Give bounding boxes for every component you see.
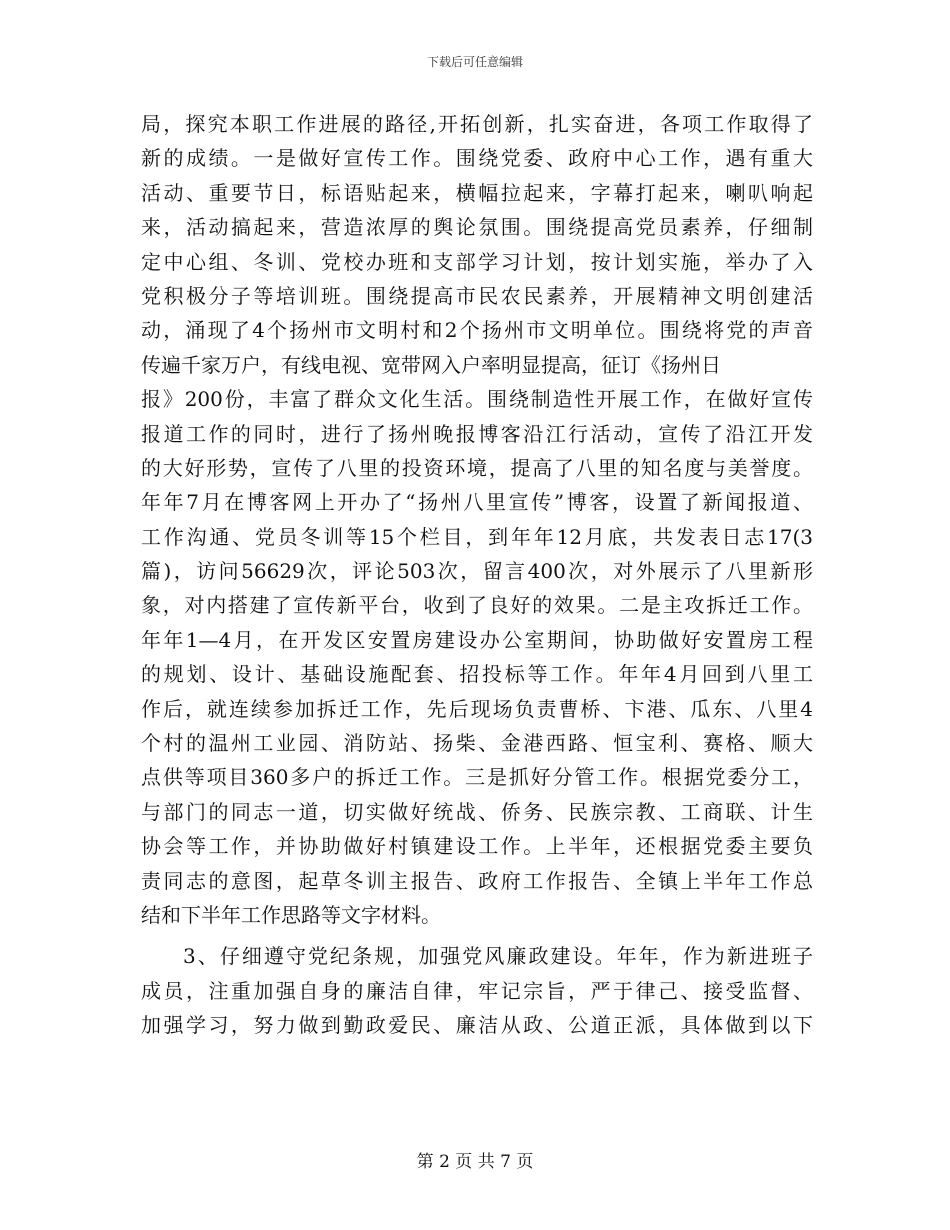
text-line: 活动、重要节日，标语贴起来，横幅拉起来，字幕打起来，喇叭响起 bbox=[141, 180, 813, 205]
text-line: 协会等工作，并协助做好村镇建设工作。上半年，还根据党委主要负 bbox=[141, 834, 813, 859]
text-line: 局，探究本职工作进展的路径,开拓创新，扎实奋进，各项工作取得了 bbox=[141, 112, 813, 136]
text-line: 的规划、设计、基础设施配套、招投标等工作。年年4月回到八里工 bbox=[141, 662, 813, 687]
paragraph-2 bbox=[141, 939, 813, 1042]
text-line: 报道工作的同时，进行了扬州晚报博客沿江行活动，宣传了沿江开发 bbox=[141, 421, 813, 446]
text-line: 点供等项目360多户的拆迁工作。三是抓好分管工作。根据党委分工， bbox=[141, 765, 813, 790]
text-line: 责同志的意图，起草冬训主报告、政府工作报告、全镇上半年工作总 bbox=[141, 868, 813, 893]
text-line: 动，涌现了4个扬州市文明村和2个扬州市文明单位。围绕将党的声音 bbox=[141, 318, 813, 343]
text-line: 传遍千家万户，有线电视、宽带网入户率明显提高，征订《扬州日 bbox=[141, 352, 721, 377]
text-line: 的大好形势，宣传了八里的投资环境，提高了八里的知名度与美誉度。 bbox=[141, 455, 813, 480]
text-line: 年年7月在博客网上开办了“扬州八里宣传”博客，设置了新闻报道、 bbox=[141, 490, 813, 515]
paragraph-gap bbox=[141, 932, 813, 939]
text-line: 作后，就连续参加拆迁工作，先后现场负责曹桥、卞港、瓜东、八里4 bbox=[141, 696, 813, 721]
text-line: 年年1—4月，在开发区安置房建设办公室期间，协助做好安置房工程 bbox=[141, 627, 813, 652]
page-header: 下载后可任意编辑 bbox=[426, 55, 523, 69]
text-line: 工作沟通、党员冬训等15个栏目，到年年12月底，共发表日志17(3 bbox=[141, 524, 813, 549]
text-line: 成员，注重加强自身的廉洁自律，牢记宗旨，严于律己、接受监督、 bbox=[141, 978, 813, 1003]
text-line: 定中心组、冬训、党校办班和支部学习计划，按计划实施，举办了入 bbox=[141, 249, 813, 274]
text-line: 加强学习，努力做到勤政爱民、廉洁从政、公道正派，具体做到以下 bbox=[141, 1013, 813, 1038]
text-line: 个村的温州工业园、消防站、扬柴、金港西路、恒宝利、赛格、顺大 bbox=[141, 731, 813, 756]
text-line: 新的成绩。一是做好宣传工作。围绕党委、政府中心工作，遇有重大 bbox=[141, 146, 813, 171]
page-number: 第 2 页 共 7 页 bbox=[416, 1152, 534, 1172]
text-line: 篇)，访问56629次，评论503次，留言400次，对外展示了八里新形 bbox=[141, 559, 813, 584]
text-line: 来，活动搞起来，营造浓厚的舆论氛围。围绕提高党员素养，仔细制 bbox=[141, 215, 813, 240]
text-line: 党积极分子等培训班。围绕提高市民农民素养，开展精神文明创建活 bbox=[141, 283, 813, 308]
text-line: 象，对内搭建了宣传新平台，收到了良好的效果。二是主攻拆迁工作。 bbox=[141, 593, 813, 618]
text-line: 与部门的同志一道，切实做好统战、侨务、民族宗教、工商联、计生 bbox=[141, 799, 813, 824]
document-body bbox=[141, 107, 813, 1043]
paragraph-1 bbox=[141, 107, 813, 932]
text-line: 3、仔细遵守党纪条规，加强党风廉政建设。年年，作为新进班子 bbox=[183, 944, 813, 969]
text-line: 报》200份，丰富了群众文化生活。围绕制造性开展工作，在做好宣传 bbox=[141, 387, 813, 412]
text-line: 结和下半年工作思路等文字材料。 bbox=[141, 902, 441, 927]
